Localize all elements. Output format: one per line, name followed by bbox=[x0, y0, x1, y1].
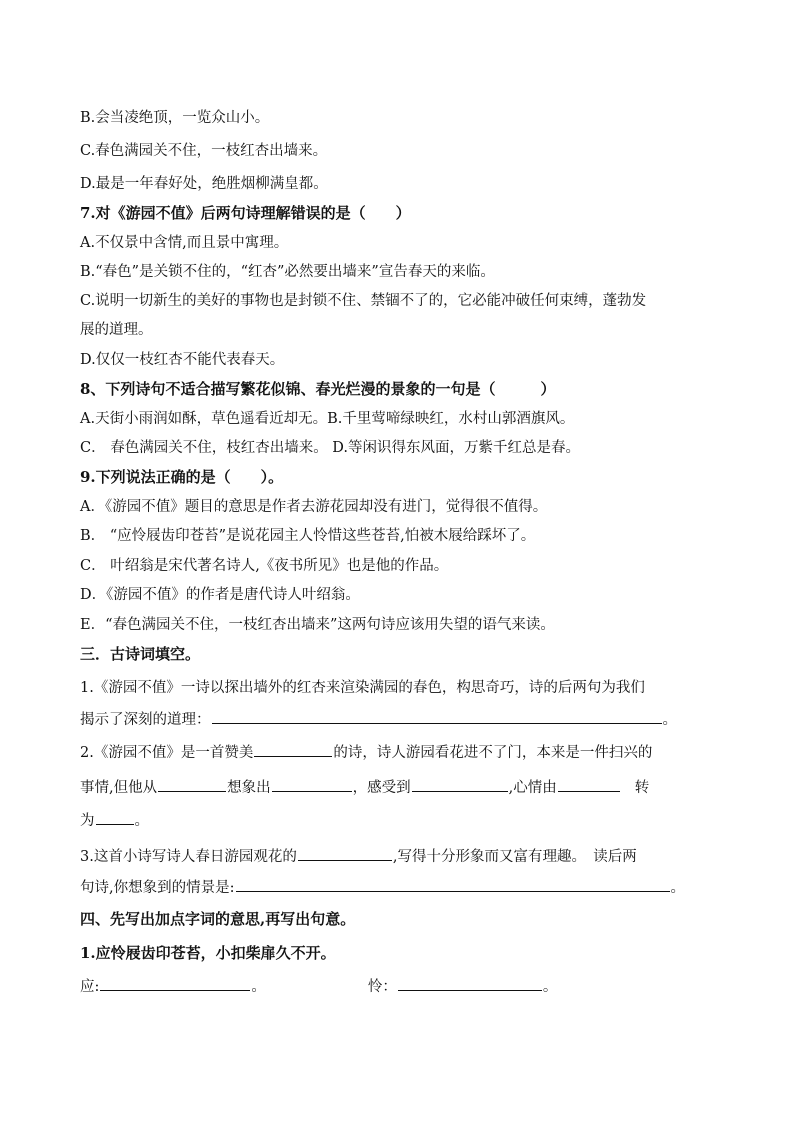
q7-option-a: A.不仅景中含情,而且景中寓理。 bbox=[80, 235, 289, 251]
s3-q1-line2 bbox=[80, 709, 720, 730]
s3-q2-text-h: 为 bbox=[80, 813, 95, 829]
ying-answer-blank[interactable] bbox=[100, 976, 250, 991]
s3-q1-answer-blank[interactable] bbox=[212, 709, 662, 724]
s3-q3-text-a: 3.这首小诗写诗人春日游园观花的 bbox=[80, 849, 297, 865]
s4-q1: 1.应怜屐齿印苍苔，小扣柴扉久不开。 bbox=[80, 944, 336, 962]
q8-options-ab: A.天街小雨润如酥，草色遥看近却无。B.千里莺啼绿映红，水村山郭酒旗风。 bbox=[80, 411, 575, 427]
s3-q3-text-d: 。 bbox=[670, 880, 685, 896]
s3-q3-line1 bbox=[80, 846, 720, 867]
q9-option-e: E．“春色满园关不住，一枝红杏出墙来”这两句诗应该用失望的语气来读。 bbox=[80, 617, 555, 633]
q6-option-b: B.会当凌绝顶，一览众山小。 bbox=[80, 110, 270, 126]
q9-option-d: D．《游园不值》的作者是唐代诗人叶绍翁。 bbox=[80, 587, 360, 603]
s3-q3-blank-1[interactable] bbox=[298, 846, 392, 861]
q7-option-c-line2: 展的道理。 bbox=[80, 322, 153, 338]
q6-option-d: D.最是一年春好处，绝胜烟柳满皇都。 bbox=[80, 176, 328, 192]
q7-option-c-line1: C.说明一切新生的美好的事物也是封锁不住、禁锢不了的，它必能冲破任何束缚，蓬勃发 bbox=[80, 293, 647, 309]
s3-q2-text-i: 。 bbox=[134, 813, 149, 829]
s3-q2-text-e: ，感受到 bbox=[352, 780, 411, 796]
q7-title: 7.对《游园不值》后两句诗理解错误的是（ ） bbox=[80, 204, 411, 222]
q9-option-a: A．《游园不值》题目的意思是作者去游花园却没有进门，觉得很不值得。 bbox=[80, 499, 548, 515]
s3-q1-suffix: 。 bbox=[662, 712, 677, 728]
s3-q2-text-f: ,心情由 bbox=[508, 780, 557, 796]
s3-q1-prefix: 揭示了深刻的道理： bbox=[80, 712, 211, 728]
lian-end: 。 bbox=[542, 979, 558, 995]
q8-options-cd: C． 春色满园关不住，枝红杏出墙来。 D.等闲识得东风面，万紫千红总是春。 bbox=[80, 440, 581, 456]
ying-label: 应: bbox=[80, 979, 100, 995]
s3-q3-blank-2[interactable] bbox=[236, 877, 670, 892]
ying-end: 。 bbox=[251, 979, 266, 995]
s3-q2-text-d: 想象出 bbox=[227, 780, 271, 796]
q9-option-c: C． 叶绍翁是宋代著名诗人,《夜书所见》也是他的作品。 bbox=[80, 558, 449, 574]
s3-q2-blank-3[interactable] bbox=[272, 777, 352, 792]
s3-q2-text-b: 的诗，诗人游园看花进不了门，本来是一件扫兴的 bbox=[333, 745, 653, 761]
s3-q3-text-c: 句诗,你想象到的情景是: bbox=[80, 880, 235, 896]
lian-answer-blank[interactable] bbox=[398, 976, 542, 991]
s3-q2-blank-6[interactable] bbox=[96, 810, 134, 825]
s3-q2-line2 bbox=[80, 777, 720, 798]
s3-q2-text-c: 事情,但他从 bbox=[80, 780, 158, 796]
q7-option-b: B.“春色”是关锁不住的，“红杏”必然要出墙来”宣告春天的来临。 bbox=[80, 264, 495, 280]
s3-q2-blank-5[interactable] bbox=[558, 777, 620, 792]
section3-heading: 三．古诗词填空。 bbox=[80, 645, 201, 663]
s3-q2-text-g: 转 bbox=[634, 780, 650, 796]
s3-q3-line2 bbox=[80, 877, 720, 898]
s3-q3-text-b: ,写得十分形象而又富有理趣。 读后两 bbox=[392, 849, 637, 865]
s3-q2-blank-2[interactable] bbox=[158, 777, 226, 792]
q9-option-b: B． “应怜屐齿印苍苔”是说花园主人怜惜这些苍苔,怕被木屐给踩坏了。 bbox=[80, 528, 536, 544]
s3-q2-line3 bbox=[80, 810, 720, 831]
s3-q1-line1: 1.《游园不值》一诗以探出墙外的红杏来渲染满园的春色，构思奇巧，诗的后两句为我们 bbox=[80, 680, 645, 696]
q6-option-c: C.春色满园关不住，一枝红杏出墙来。 bbox=[80, 143, 328, 159]
s3-q2-text-a: 2.《游园不值》是一首赞美 bbox=[80, 745, 254, 761]
q9-title: 9.下列说法正确的是（ ）。 bbox=[80, 468, 284, 486]
q8-title: 8、下列诗句不适合描写繁花似锦、春光烂漫的景象的一句是（ ） bbox=[80, 380, 556, 398]
q7-option-d: D.仅仅一枝红杏不能代表春天。 bbox=[80, 352, 285, 368]
lian-label: 怜： bbox=[367, 979, 397, 995]
section4-heading: 四、先写出加点字词的意思,再写出句意。 bbox=[80, 910, 356, 928]
s3-q2-line1 bbox=[80, 742, 720, 763]
s4-q1-answers bbox=[80, 976, 720, 997]
s3-q2-blank-4[interactable] bbox=[412, 777, 508, 792]
s3-q2-blank-1[interactable] bbox=[254, 742, 332, 757]
